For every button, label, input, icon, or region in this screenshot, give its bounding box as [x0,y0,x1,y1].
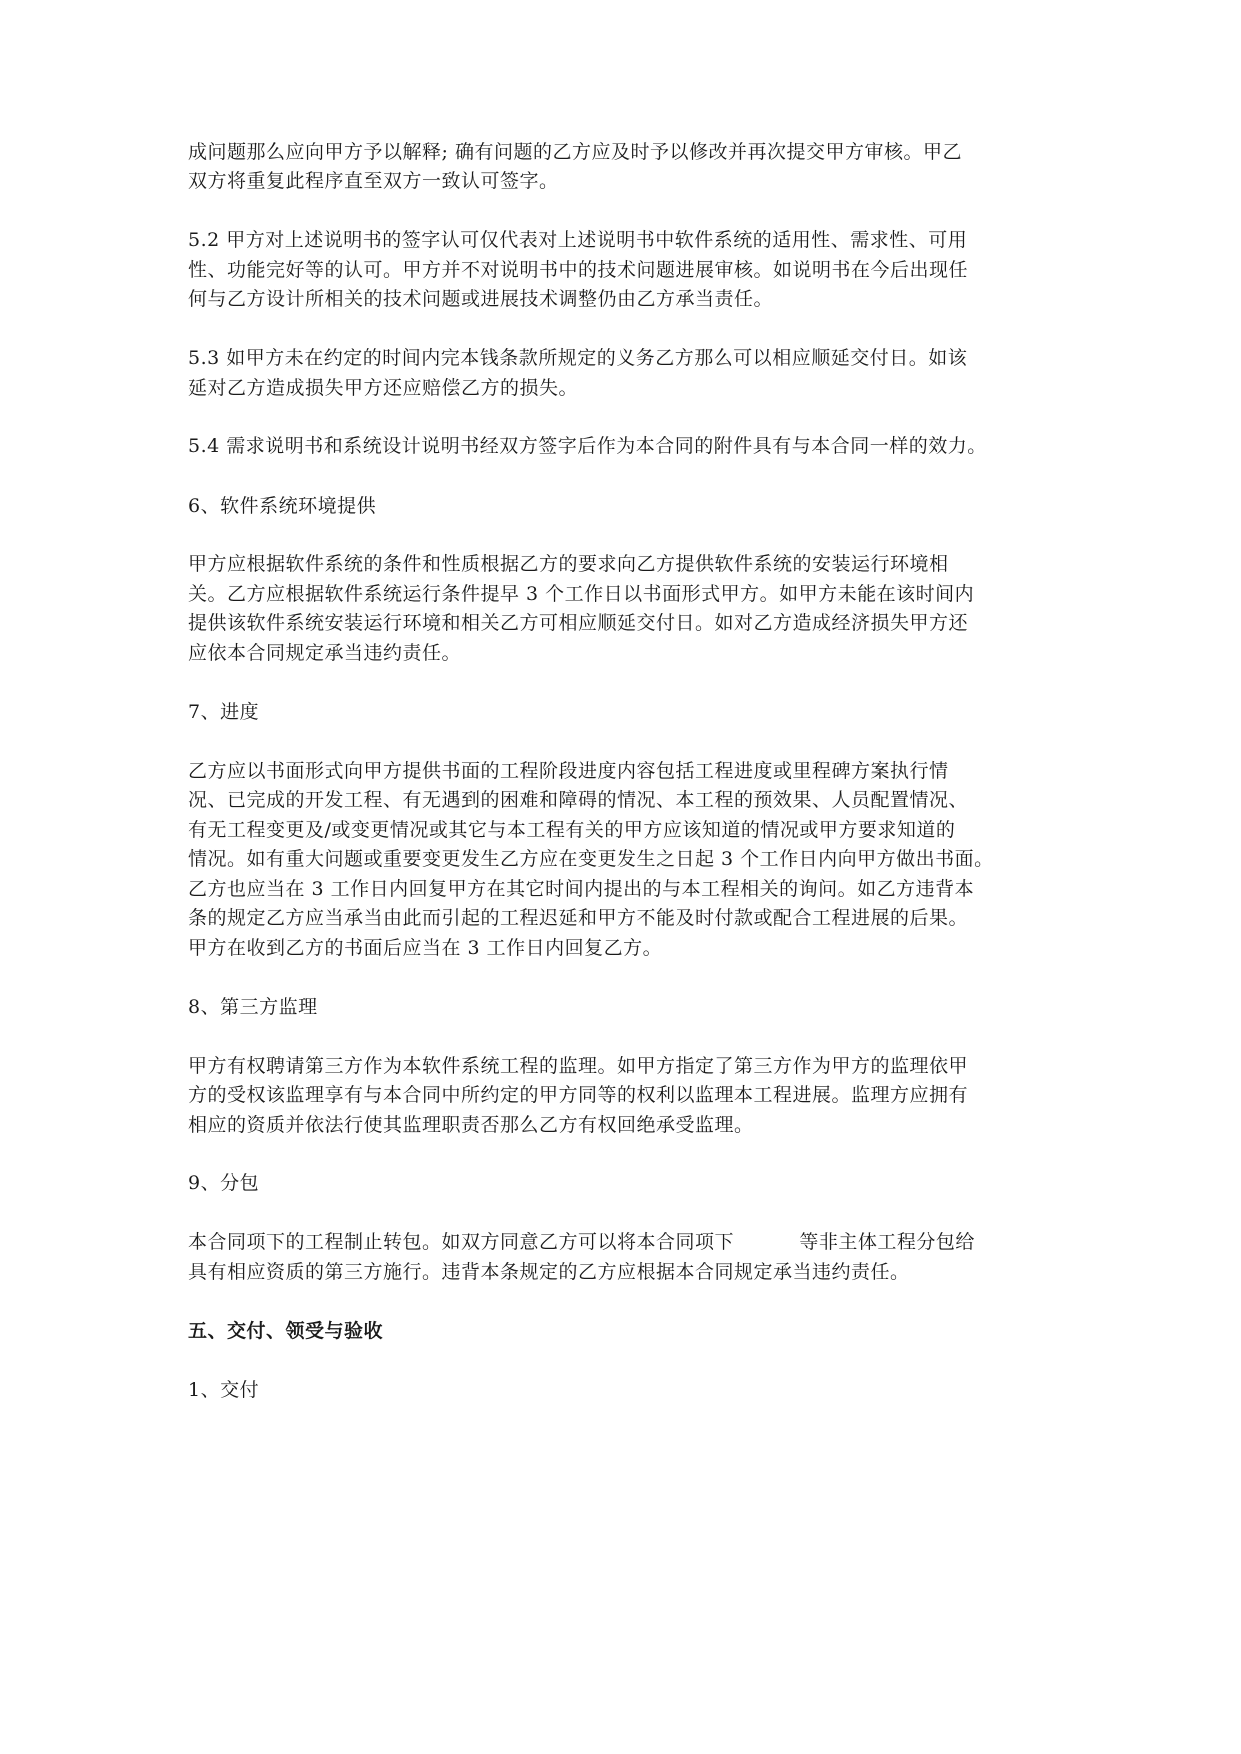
paragraph-line: 乙方也应当在 3 工作日内回复甲方在其它时间内提出的与本工程相关的询问。如乙方违背本 [188,878,975,900]
paragraph-line: 5.2 甲方对上述说明书的签字认可仅代表对上述说明书中软件系统的适用性、需求性、可用 [188,229,968,251]
paragraph-line: 性、功能完好等的认可。甲方并不对说明书中的技术问题进展审核。如说明书在今后出现任 [188,259,969,281]
paragraph-line: 甲方应根据软件系统的条件和性质根据乙方的要求向乙方提供软件系统的安装运行环境相 [188,553,949,575]
section-heading: 8、第三方监理 [188,996,318,1018]
paragraph-line: 条的规定乙方应当承当由此而引起的工程迟延和甲方不能及时付款或配合工程进展的后果。 [188,907,969,929]
paragraph-line: 关。乙方应根据软件系统运行条件提早 3 个工作日以书面形式甲方。如甲方未能在该时间内 [188,583,975,605]
section-heading: 1、交付 [188,1379,260,1401]
paragraph-line: 甲方在收到乙方的书面后应当在 3 工作日内回复乙方。 [188,937,663,959]
paragraph-line: 双方将重复此程序直至双方一致认可签字。 [188,170,559,192]
paragraph-line: 方的受权该监理享有与本合同中所约定的甲方同等的权利以监理本工程进展。监理方应拥有 [188,1084,969,1106]
section-heading: 6、软件系统环境提供 [188,495,377,517]
paragraph-line: 有无工程变更及/或变更情况或其它与本工程有关的甲方应该知道的情况或甲方要求知道的 [188,819,956,841]
chapter-heading: 五、交付、领受与验收 [188,1320,384,1342]
paragraph-line: 5.4 需求说明书和系统设计说明书经双方签字后作为本合同的附件具有与本合同一样的效力。 [188,435,987,457]
paragraph-line: 本合同项下的工程制止转包。如双方同意乙方可以将本合同项下 等非主体工程分包给 [188,1231,975,1253]
paragraph-line: 成问题那么应向甲方予以解释; 确有问题的乙方应及时予以修改并再次提交甲方审核。甲乙 [188,141,962,163]
paragraph-line: 相应的资质并依法行使其监理职责否那么乙方有权回绝承受监理。 [188,1114,754,1136]
paragraph-line: 提供该软件系统安装运行环境和相关乙方可相应顺延交付日。如对乙方造成经济损失甲方还 [188,612,969,634]
paragraph-line: 具有相应资质的第三方施行。违背本条规定的乙方应根据本合同规定承当违约责任。 [188,1261,910,1283]
paragraph-line: 何与乙方设计所相关的技术问题或进展技术调整仍由乙方承当责任。 [188,288,774,310]
paragraph-line: 乙方应以书面形式向甲方提供书面的工程阶段进度内容包括工程进度或里程碑方案执行情 [188,760,949,782]
paragraph-line: 况、已完成的开发工程、有无遇到的困难和障碍的情况、本工程的预效果、人员配置情况、 [188,789,969,811]
paragraph-line: 应依本合同规定承当违约责任。 [188,642,462,664]
section-heading: 7、进度 [188,701,260,723]
paragraph-line: 延对乙方造成损失甲方还应赔偿乙方的损失。 [188,377,579,399]
paragraph-line: 情况。如有重大问题或重要变更发生乙方应在变更发生之日起 3 个工作日内向甲方做出书面。 [188,848,994,870]
paragraph-line: 5.3 如甲方未在约定的时间内完本钱条款所规定的义务乙方那么可以相应顺延交付日。如该 [188,347,968,369]
paragraph-line: 甲方有权聘请第三方作为本软件系统工程的监理。如甲方指定了第三方作为甲方的监理依甲 [188,1055,969,1077]
section-heading: 9、分包 [188,1172,260,1194]
